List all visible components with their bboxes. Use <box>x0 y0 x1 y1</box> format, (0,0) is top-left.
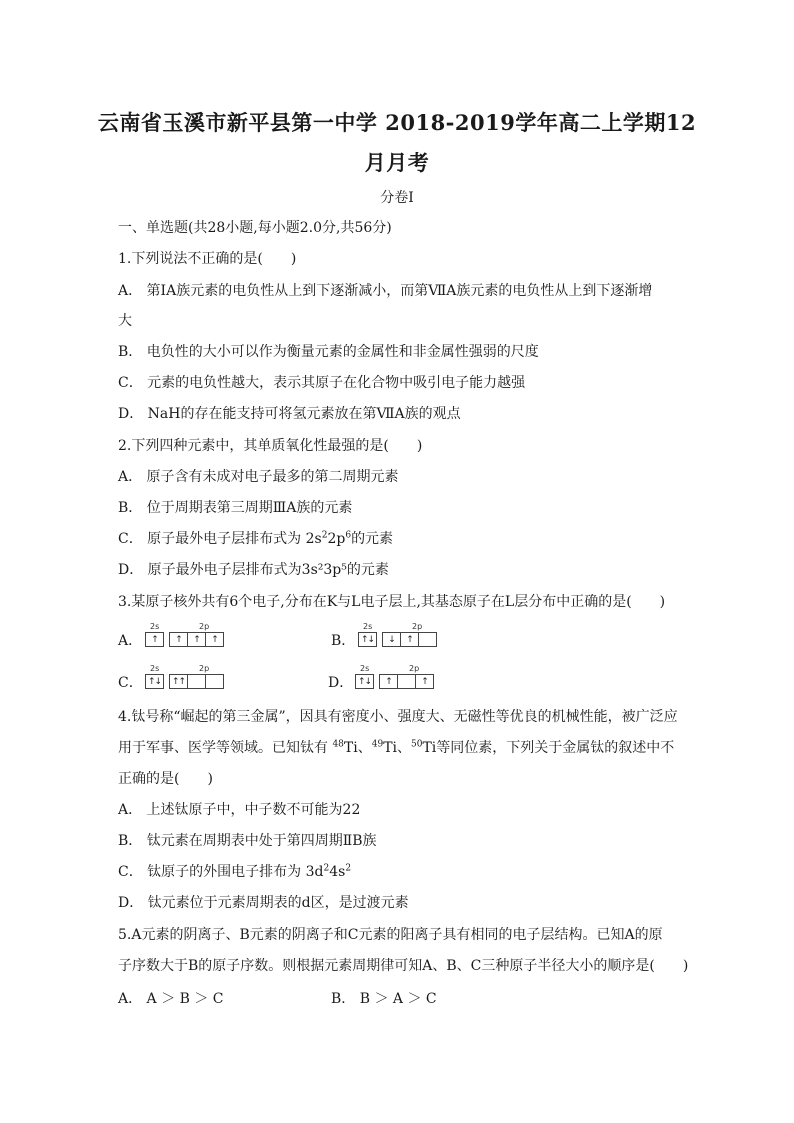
orbital-2p-label: 2p <box>412 622 423 631</box>
question-3-option-b-letter: B． <box>331 633 356 649</box>
question-4-option-d: D． 钛元素位于元素周期表的d区，是过渡元素 <box>118 895 409 911</box>
orbital-2s-box: ↑↓ <box>355 674 374 689</box>
question-1-option-b: B． 电负性的大小可以作为衡量元素的金属性和非金属性强弱的尺度 <box>118 344 539 360</box>
orbital-2s-label: 2s <box>363 622 373 631</box>
part-heading: 一、单选题(共28小题,每小题2.0分,共56分) <box>118 220 392 236</box>
question-4-option-b: B． 钛元素在周期表中处于第四周期ⅡB族 <box>118 833 377 849</box>
section-label: 分卷I <box>380 190 414 206</box>
orbital-2p-box: ↓ <box>382 632 401 647</box>
orbital-2p-box: ↑↑ <box>169 674 188 689</box>
question-4-stem-line-2: 用于军事、医学等领域。已知钛有 $^{48}$Ti、$^{49}$Ti、$^{50}$Ti等同位素，下列关于金属钛的叙述中不 <box>118 739 675 756</box>
question-1-option-a-cont: 大 <box>118 313 132 329</box>
orbital-2p-box: ↑ <box>169 632 188 647</box>
question-4-option-a: A． 上述钛原子中，中子数不可能为22 <box>118 802 361 818</box>
orbital-2p-box: ↑ <box>187 632 206 647</box>
orbital-2s-box: ↑ <box>145 632 164 647</box>
question-5-option-a: A． A ＞ B ＞ C <box>118 991 224 1007</box>
question-2-option-d: D． 原子最外电子层排布式为3s²3p⁵的元素 <box>118 562 389 578</box>
orbital-2p-label: 2p <box>409 664 420 673</box>
orbital-2p-box <box>397 674 416 689</box>
question-2-option-c: C． 原子最外电子层排布式为 $2s^22p^6$的元素 <box>118 530 394 547</box>
orbital-2s-label: 2s <box>150 664 160 673</box>
orbital-2p-box: ↑ <box>415 674 434 689</box>
question-3-option-c-letter: C． <box>118 675 143 691</box>
question-5-stem-line-1: 5.A元素的阴离子、B元素的阴离子和C元素的阳离子具有相同的电子层结构。已知A的原 <box>118 927 663 943</box>
question-4-option-c: C． 钛原子的外围电子排布为 $3d^24s^2$ <box>118 863 352 880</box>
orbital-2p-box <box>187 674 206 689</box>
exam-title-line-2: 月月考 <box>364 150 430 175</box>
orbital-2s-label: 2s <box>150 622 160 631</box>
orbital-2p-box: ↑ <box>400 632 419 647</box>
orbital-2s-box: ↑↓ <box>358 632 377 647</box>
question-4-stem-line-3: 正确的是( ) <box>118 771 213 787</box>
question-3-option-a-letter: A． <box>118 633 143 649</box>
orbital-2p-box: ↑ <box>205 632 224 647</box>
question-1-option-d: D． NaH的存在能支持可将氢元素放在第ⅦA族的观点 <box>118 406 461 422</box>
question-5-option-b: B． B ＞ A ＞ C <box>331 991 437 1007</box>
question-4-stem-line-1: 4.钛号称“崛起的第三金属”，因具有密度小、强度大、无磁性等优良的机械性能，被广泛应 <box>118 709 678 725</box>
question-2-option-a: A． 原子含有未成对电子最多的第二周期元素 <box>118 469 399 485</box>
exam-title-line-1: 云南省玉溪市新平县第一中学 2018-2019学年高二上学期12 <box>97 110 697 135</box>
orbital-2s-label: 2s <box>360 664 370 673</box>
question-2-option-b: B． 位于周期表第三周期ⅢA族的元素 <box>118 500 353 516</box>
orbital-2p-label: 2p <box>199 622 210 631</box>
orbital-2p-box <box>418 632 437 647</box>
orbital-2p-label: 2p <box>199 664 210 673</box>
question-5-stem-line-2: 子序数大于B的原子序数。则根据元素周期律可知A、B、C三种原子半径大小的顺序是( ) <box>118 958 689 974</box>
orbital-2s-box: ↑↓ <box>145 674 164 689</box>
question-1-option-a: A． 第ⅠA族元素的电负性从上到下逐渐减小，而第ⅦA族元素的电负性从上到下逐渐增 <box>118 283 653 299</box>
orbital-2p-box <box>205 674 224 689</box>
question-1-stem: 1.下列说法不正确的是( ) <box>118 251 297 267</box>
question-3-option-d-letter: D． <box>328 675 354 691</box>
question-3-stem: 3.某原子核外共有6个电子,分布在K与L电子层上,其基态原子在L层分布中正确的是( ) <box>118 594 666 610</box>
question-1-option-c: C． 元素的电负性越大，表示其原子在化合物中吸引电子能力越强 <box>118 375 526 391</box>
orbital-2p-box: ↑ <box>379 674 398 689</box>
question-2-stem: 2.下列四种元素中，其单质氧化性最强的是( ) <box>118 438 423 454</box>
